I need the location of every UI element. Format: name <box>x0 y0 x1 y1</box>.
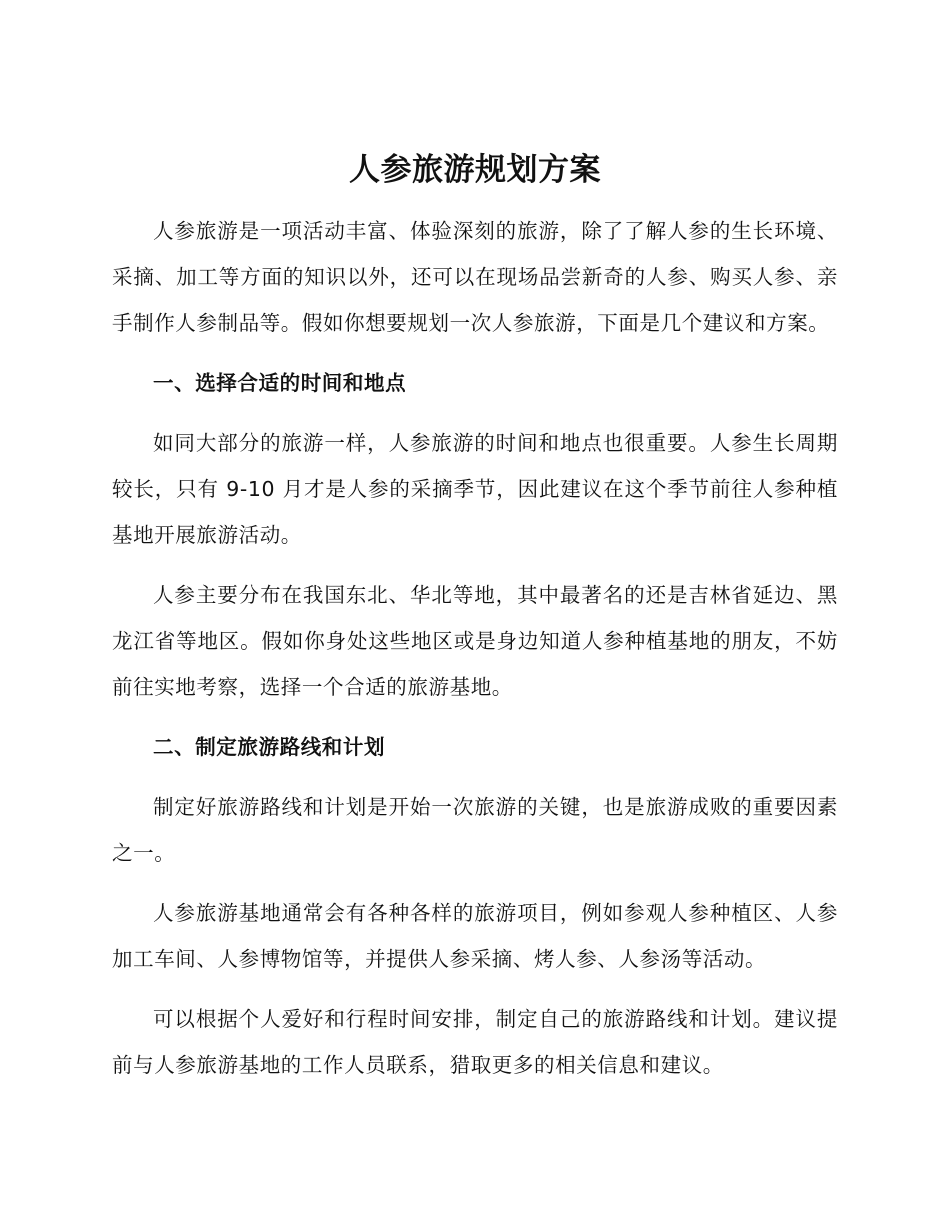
paragraph-season: 如同大部分的旅游一样，人参旅游的时间和地点也很重要。人参生长周期较长，只有 9-10 月才是人参的采摘季节，因此建议在这个季节前往人参种植基地开展旅游活动。 <box>112 431 838 547</box>
intro-paragraph: 人参旅游是一项活动丰富、体验深刻的旅游，除了了解人参的生长环境、采摘、加工等方面的知识以外，还可以在现场品尝新奇的人参、购买人参、亲手制作人参制品等。假如你想要规划一次人参旅游，下面是几个建议和方案。 <box>112 219 838 335</box>
paragraph-route-key: 制定好旅游路线和计划是开始一次旅游的关键，也是旅游成败的重要因素之一。 <box>112 795 838 865</box>
page-title: 人参旅游规划方案 <box>349 152 601 188</box>
section-heading-time-location: 一、选择合适的时间和地点 <box>153 371 407 395</box>
paragraph-planning-advice: 可以根据个人爱好和行程时间安排，制定自己的旅游路线和计划。建议提前与人参旅游基地的工作人员联系，猎取更多的相关信息和建议。 <box>112 1007 838 1077</box>
section-heading-route-plan: 二、制定旅游路线和计划 <box>153 735 386 759</box>
paragraph-activities: 人参旅游基地通常会有各种各样的旅游项目，例如参观人参种植区、人参加工车间、人参博物馆等，并提供人参采摘、烤人参、人参汤等活动。 <box>112 901 838 971</box>
paragraph-regions: 人参主要分布在我国东北、华北等地，其中最著名的还是吉林省延边、黑龙江省等地区。假如你身处这些地区或是身边知道人参种植基地的朋友，不妨前往实地考察，选择一个合适的旅游基地。 <box>112 583 838 699</box>
